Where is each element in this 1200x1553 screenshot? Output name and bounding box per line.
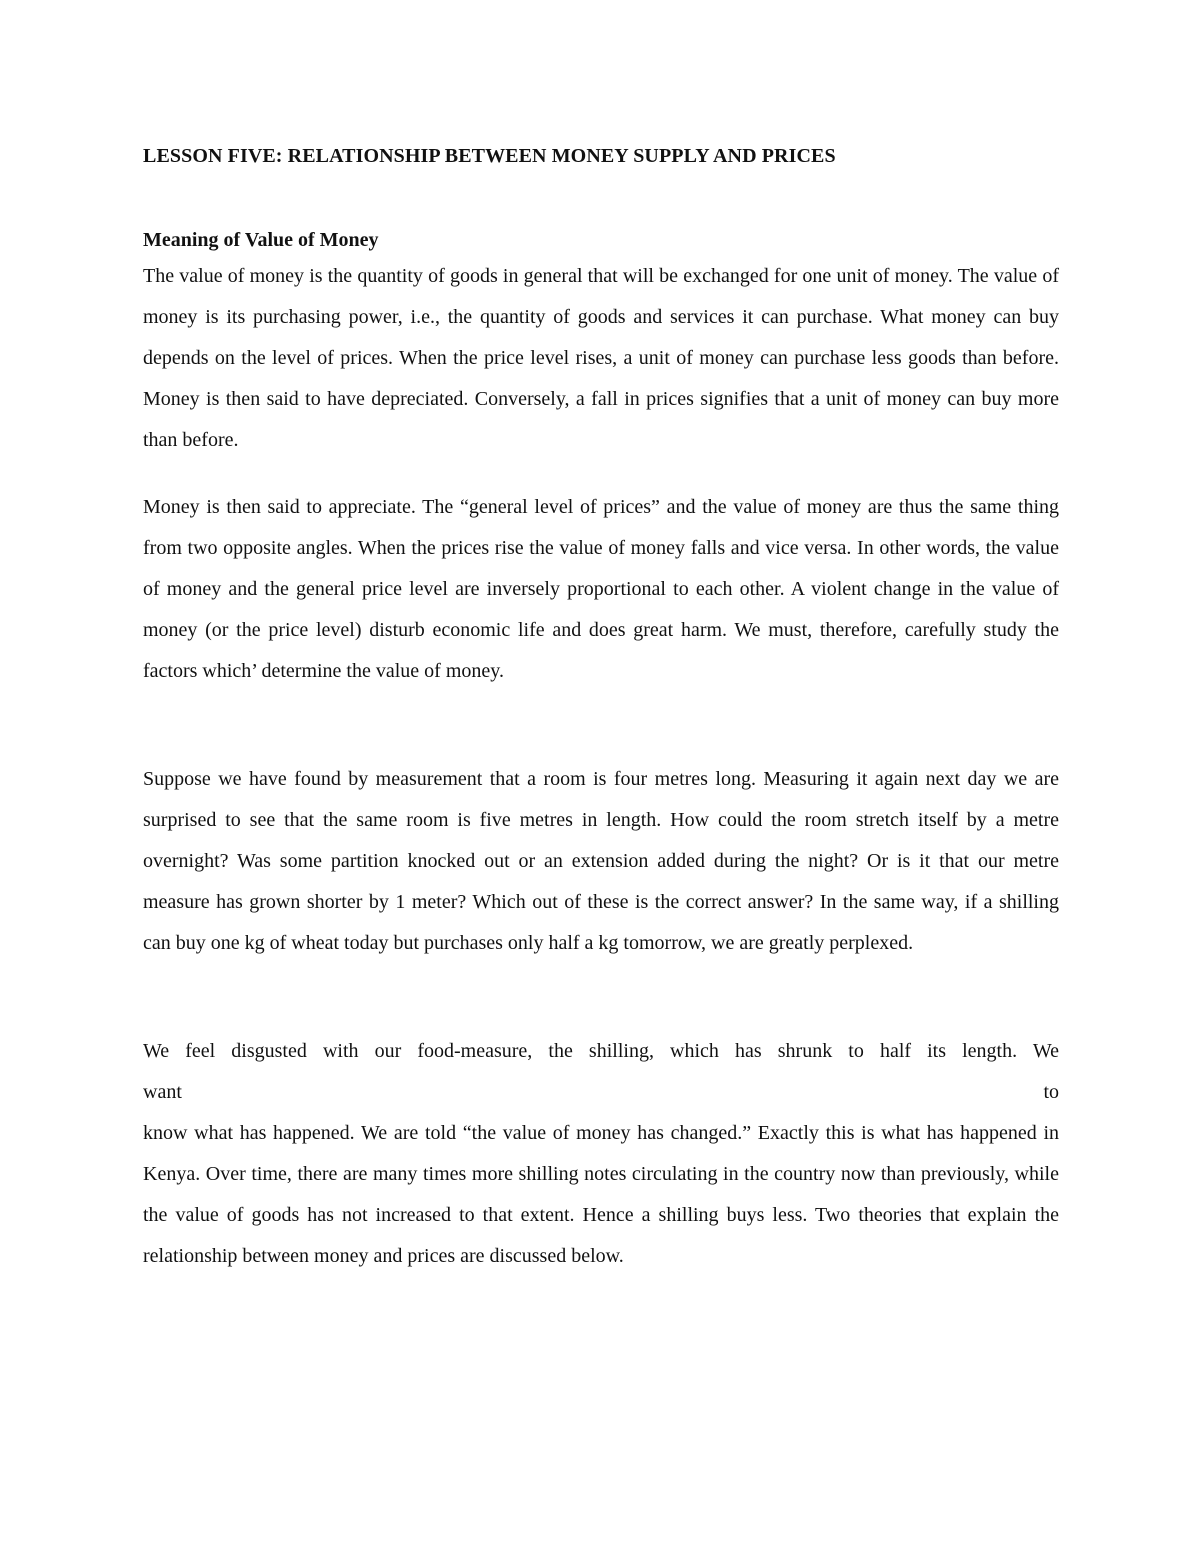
paragraph-appreciation: Money is then said to appreciate. The “general level of prices” and the value of money are thus the same thing from two opposite angles. When the prices rise the value of money falls and vice versa. In other words, the value of money and the general price level are inversely proportional to each other. A violent change in the value of money (or the price level) disturb economic life and does great harm. We must, therefore, carefully study the factors which’ determine the value of money. — [143, 496, 1059, 682]
paragraph-rest: know what has happened. We are told “the value of money has changed.” Exactly this is what has happened in Kenya. Over time, there are many times more shilling notes circulating in the country now than previously, while the value of goods has not increased to that extent. Hence a shilling buys less. Two theories that explain the relationship between money and prices are discussed below. — [143, 1122, 1059, 1267]
paragraph-line-2 — [143, 1072, 1059, 1113]
paragraph-value-of-money: The value of money is the quantity of goods in general that will be exchanged for one unit of money. The value of money is its purchasing power, i.e., the quantity of goods and services it can purchase. What money can buy depends on the level of prices. When the price level rises, a unit of money can purchase less goods than before. Money is then said to have depreciated. Conversely, a fall in prices signifies that a unit of money can buy more than before. — [143, 265, 1059, 451]
paragraph-room-measurement: Suppose we have found by measurement that a room is four metres long. Measuring it again next day we are surprised to see that the same room is five metres in length. How could the room stretch itself by a metre overnight? Was some partition knocked out or an extension added during the night? Or is it that our metre measure has grown shorter by 1 meter? Which out of these is the correct answer? In the same way, if a shilling can buy one kg of wheat today but purchases only half a kg tomorrow, we are greatly perplexed. — [143, 768, 1059, 954]
lesson-title: LESSON FIVE: RELATIONSHIP BETWEEN MONEY SUPPLY AND PRICES — [143, 145, 836, 167]
paragraph-shilling-measure — [143, 1031, 1059, 1277]
paragraph-line-2-right: to — [1043, 1081, 1059, 1103]
paragraph-line-2-left: want — [143, 1081, 182, 1103]
section-heading: Meaning of Value of Money — [143, 229, 379, 251]
paragraph-line-1: We feel disgusted with our food-measure, the shilling, which has shrunk to half its length. We — [143, 1040, 1059, 1062]
